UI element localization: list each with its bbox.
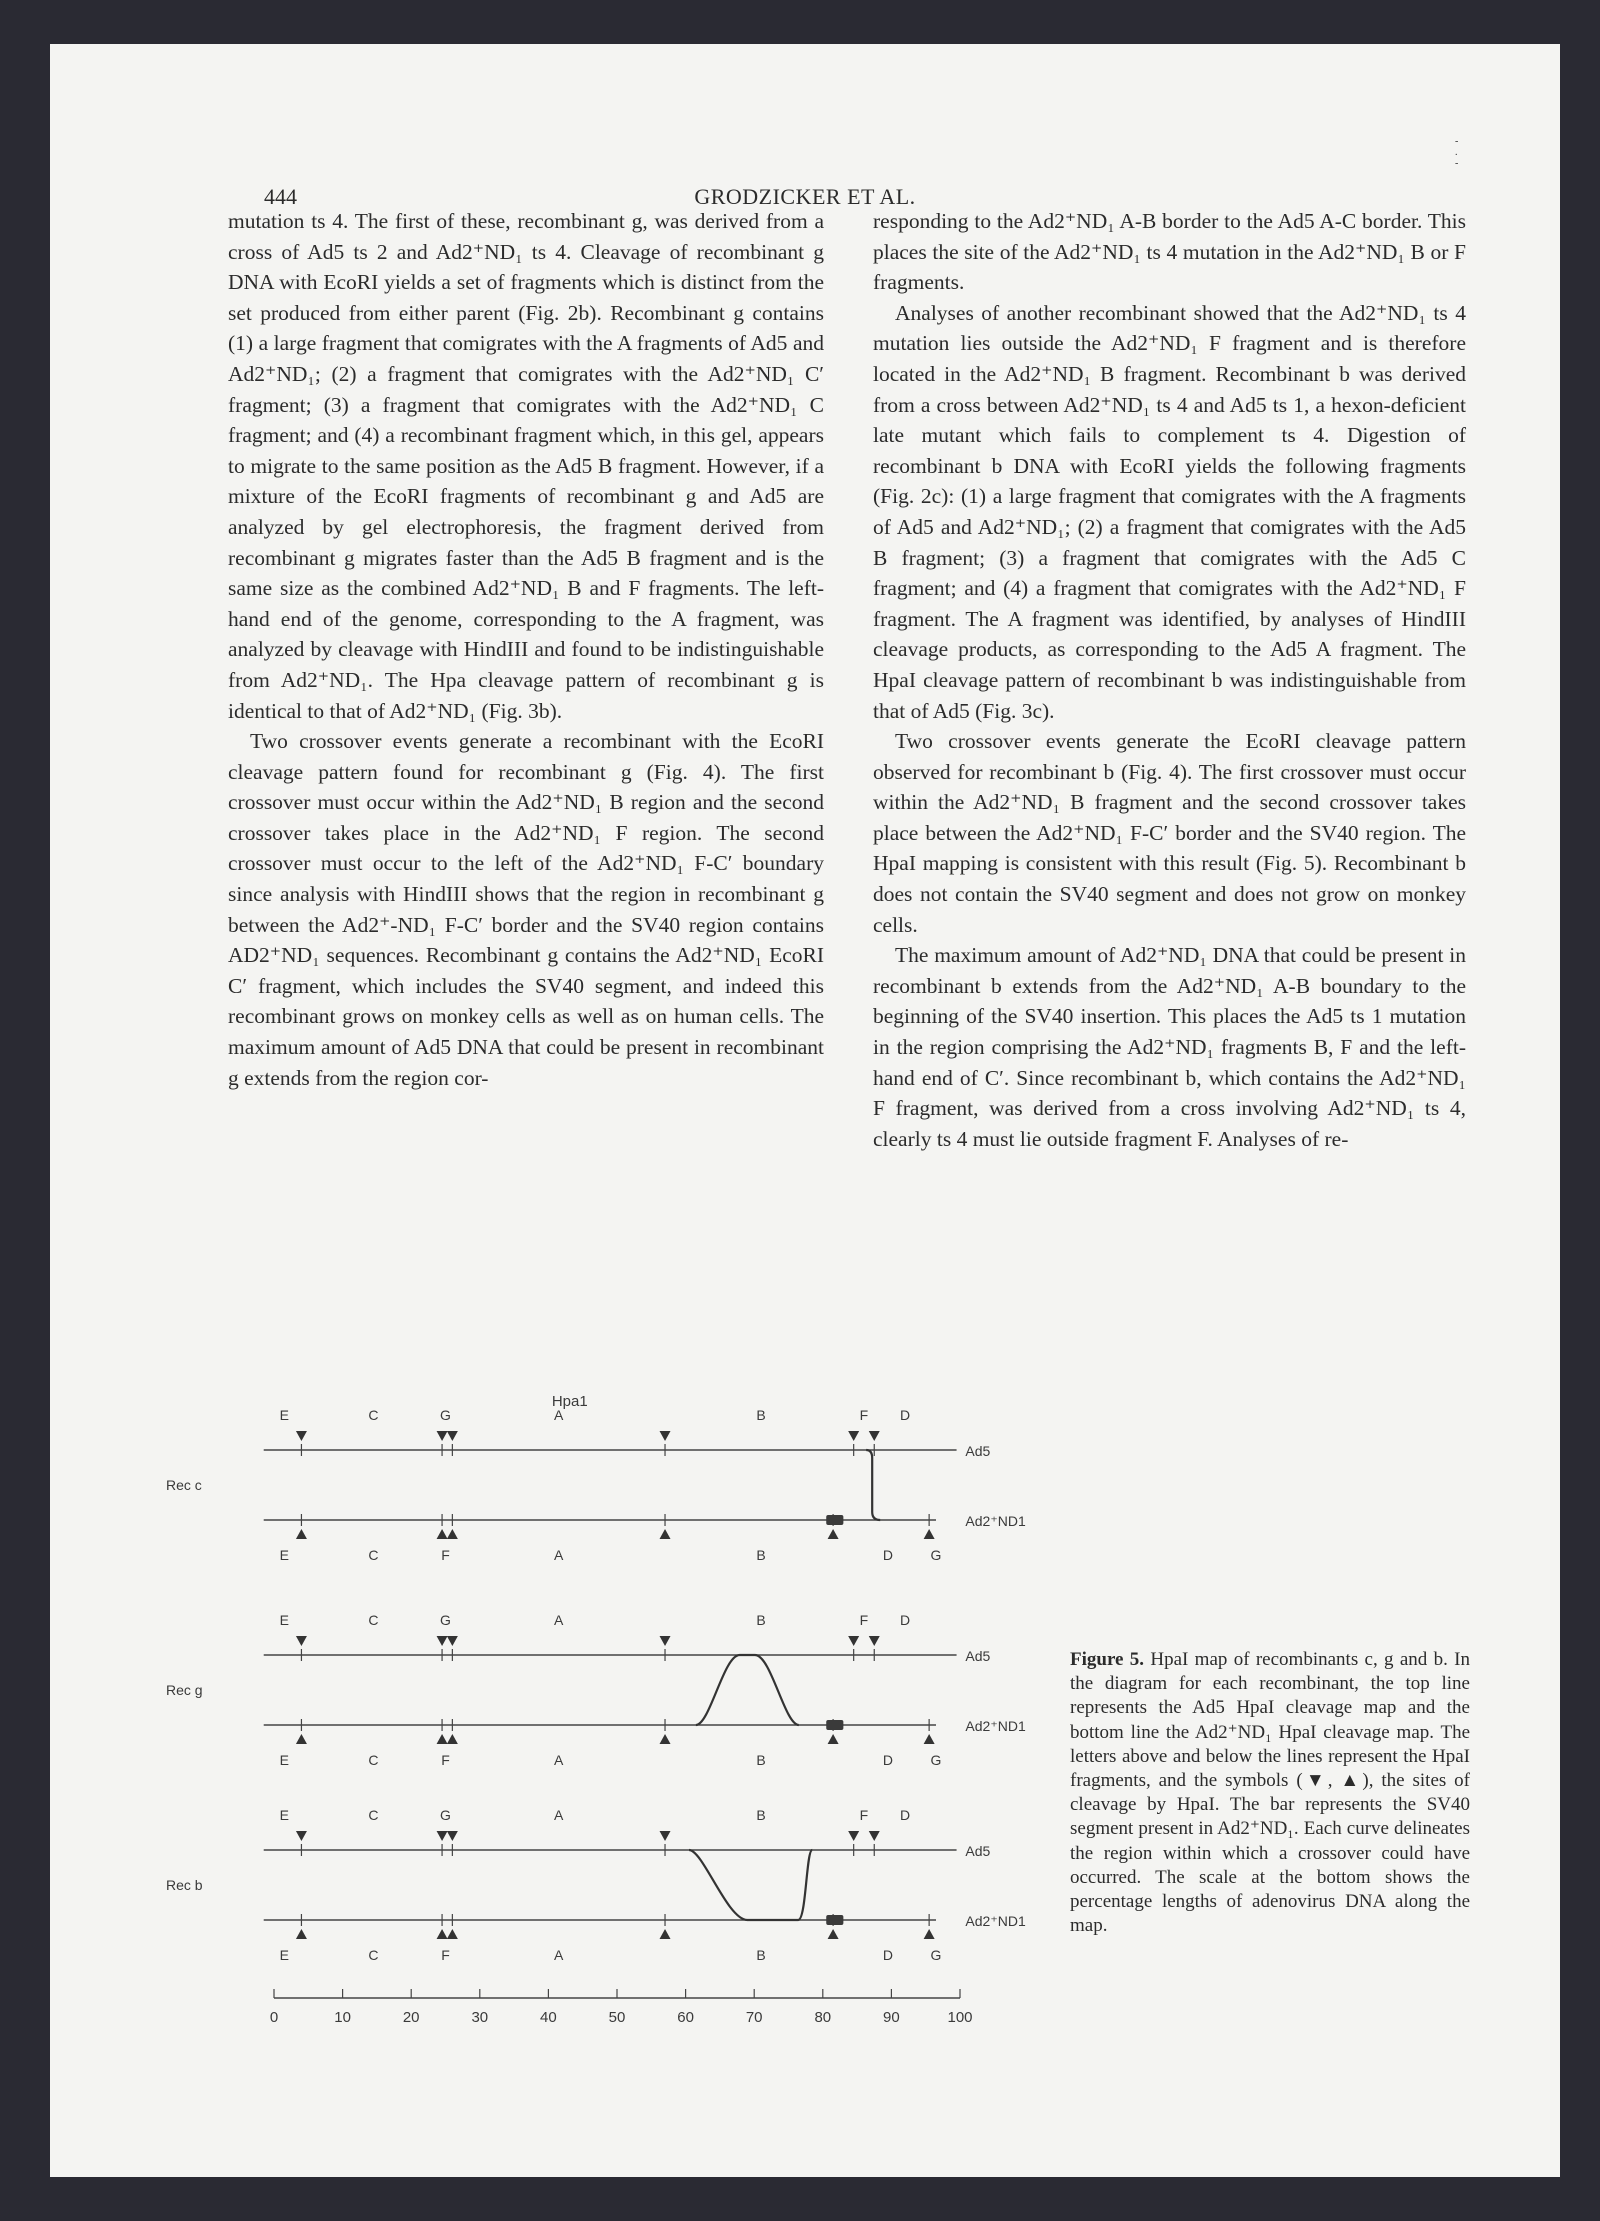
scan-artifact-marks: - . - — [1455, 136, 1499, 169]
sv40-segment-bar — [826, 1720, 843, 1730]
sv40-segment-bar — [826, 1915, 843, 1925]
scale-tick-label: 100 — [947, 2009, 973, 2026]
right-column — [873, 206, 1466, 1154]
svg-text:C: C — [368, 1547, 379, 1563]
svg-text:F: F — [441, 1947, 450, 1963]
cleavage-site-up-triangle-icon — [447, 1929, 458, 1939]
scale-tick-label: 10 — [334, 2009, 351, 2026]
cleavage-site-down-triangle-icon — [869, 1831, 880, 1841]
scale-tick-label: 50 — [608, 2009, 626, 2026]
cleavage-site-up-triangle-icon — [437, 1734, 448, 1744]
cleavage-site-up-triangle-icon — [447, 1529, 458, 1539]
svg-text:G: G — [930, 1752, 942, 1768]
paragraph: mutation ts 4. The first of these, recombinant g, was derived from a cross of Ad5 ts 2 and Ad2⁺ND₁ ts 4. Cleavage of recombinant g DNA with EcoRI yields a set of fragments which is distinct from the set produced from either parent (Fig. 2b). Recombinant g contains (1) a large fragment that comigrates with the A fragments of Ad5 and Ad2⁺ND₁; (2) a fragment that comigrates with the Ad2⁺ND₁ C′ fragment; (3) a fragment that comigrates with the Ad2⁺ND₁ C fragment; and (4) a recombinant fragment which, in this gel, appears to migrate to the same position as the Ad5 B fragment. However, if a mixture of the EcoRI fragments of recombinant g and Ad5 are analyzed by gel electrophoresis, the fragment derived from recombinant g migrates faster than the Ad5 B fragment and is the same size as the combined Ad2⁺ND₁ B and F fragments. The left-hand end of the genome, corresponding to the A fragment, was analyzed by cleavage with HindIII and found to be indistinguishable from Ad2⁺ND₁. The Hpa cleavage pattern of recombinant g is identical to that of Ad2⁺ND₁ (Fig. 3b). — [228, 209, 824, 723]
cleavage-site-down-triangle-icon — [447, 1831, 458, 1841]
scale-tick-label: 90 — [883, 2009, 900, 2026]
cleavage-site-down-triangle-icon — [437, 1636, 448, 1646]
scale-tick-label: 60 — [677, 2009, 694, 2026]
svg-text:A: A — [554, 1547, 564, 1563]
caption-text: HpaI map of recombinants c, g and b. In the diagram for each recombinant, the top line represents the Ad5 HpaI cleavage map and the bottom line the Ad2⁺ND₁ HpaI cleavage map. The letters above and below the lines represent the HpaI fragments, and the symbols (▼, ▲), the sites of cleavage by HpaI. The bar represents the SV40 segment present in Ad2⁺ND₁. Each curve delineates the region within which a crossover could have occurred. The scale at the bottom shows the percentage lengths of adenovirus DNA along the map. — [1070, 1649, 1470, 1937]
crossover-curve — [696, 1655, 799, 1725]
cleavage-site-down-triangle-icon — [660, 1831, 671, 1841]
cleavage-site-up-triangle-icon — [296, 1929, 307, 1939]
scale-tick-label: 80 — [814, 2009, 832, 2026]
hpai-map-diagram — [166, 1385, 1080, 2035]
svg-text:E: E — [279, 1752, 289, 1768]
svg-text:E: E — [279, 1807, 289, 1823]
cleavage-site-down-triangle-icon — [296, 1831, 307, 1841]
svg-text:E: E — [279, 1612, 289, 1628]
svg-text:B: B — [756, 1807, 766, 1823]
cleavage-site-up-triangle-icon — [924, 1734, 935, 1744]
cleavage-site-down-triangle-icon — [869, 1636, 880, 1646]
svg-text:E: E — [279, 1407, 289, 1423]
recombinant-label: Rec g — [166, 1682, 203, 1698]
svg-text:D: D — [900, 1807, 911, 1823]
svg-text:D: D — [882, 1752, 894, 1768]
cleavage-site-down-triangle-icon — [296, 1431, 307, 1441]
enzyme-label: Hpa1 — [551, 1393, 588, 1410]
svg-text:G: G — [440, 1807, 451, 1823]
cleavage-site-up-triangle-icon — [828, 1734, 839, 1744]
svg-text:D: D — [882, 1547, 894, 1563]
cleavage-site-up-triangle-icon — [437, 1929, 448, 1939]
left-column — [228, 206, 824, 1093]
figure-caption — [1070, 1648, 1470, 1938]
recombinant-label: Rec b — [166, 1877, 203, 1893]
cleavage-site-down-triangle-icon — [869, 1431, 880, 1441]
svg-text:C: C — [368, 1407, 379, 1423]
cleavage-site-down-triangle-icon — [848, 1431, 859, 1441]
svg-text:A: A — [554, 1752, 564, 1768]
svg-text:A: A — [554, 1407, 564, 1423]
cleavage-site-up-triangle-icon — [828, 1529, 839, 1539]
svg-text:D: D — [900, 1407, 911, 1423]
svg-text:D: D — [900, 1612, 911, 1628]
cleavage-site-down-triangle-icon — [447, 1431, 458, 1441]
ad5-label: Ad5 — [965, 1843, 991, 1859]
svg-text:G: G — [440, 1407, 451, 1423]
paragraph: Two crossover events generate the EcoRI cleavage pattern observed for recombinant b (Fig. 4). The first crossover must occur within the Ad2⁺ND₁ B fragment and the second crossover takes place between the Ad2⁺ND₁ F-C′ border and the SV40 region. The HpaI mapping is consistent with this result (Fig. 5). Recombinant b does not contain the SV40 segment and does not grow on monkey cells. — [873, 729, 1466, 937]
cleavage-site-down-triangle-icon — [447, 1636, 458, 1646]
paragraph: Two crossover events generate a recombinant with the EcoRI cleavage pattern found for recombinant g (Fig. 4). The first crossover must occur within the Ad2⁺ND₁ B region and the second crossover takes place in the Ad2⁺ND₁ F region. The second crossover must occur to the left of the Ad2⁺ND₁ F-C′ boundary since analysis with HindIII shows that the region in recombinant g between the Ad2⁺-ND₁ F-C′ border and the SV40 region contains AD2⁺ND₁ sequences. Recombinant g contains the Ad2⁺ND₁ EcoRI C′ fragment, which includes the SV40 segment, and indeed this recombinant grows on monkey cells as well as on human cells. The maximum amount of Ad5 DNA that could be present in recombinant g extends from the region cor- — [228, 729, 824, 1090]
cleavage-site-up-triangle-icon — [447, 1734, 458, 1744]
svg-text:C: C — [368, 1612, 379, 1628]
paragraph: responding to the Ad2⁺ND₁ A-B border to the Ad5 A-C border. This places the site of the Ad2⁺ND₁ ts 4 mutation in the Ad2⁺ND₁ B or F fragments. — [873, 209, 1466, 295]
scale-tick-label: 30 — [471, 2009, 489, 2026]
ad5-label: Ad5 — [965, 1648, 991, 1664]
svg-text:A: A — [554, 1612, 564, 1628]
svg-text:F: F — [441, 1752, 450, 1768]
cleavage-site-down-triangle-icon — [437, 1831, 448, 1841]
cleavage-site-up-triangle-icon — [924, 1529, 935, 1539]
svg-text:E: E — [279, 1947, 289, 1963]
svg-text:B: B — [756, 1612, 766, 1628]
figure-label: Figure 5. — [1070, 1649, 1145, 1670]
cleavage-site-up-triangle-icon — [296, 1734, 307, 1744]
svg-text:E: E — [279, 1547, 289, 1563]
recombinant-label: Rec c — [166, 1477, 202, 1493]
svg-text:A: A — [554, 1807, 564, 1823]
cleavage-site-up-triangle-icon — [660, 1734, 671, 1744]
svg-text:B: B — [756, 1752, 766, 1768]
crossover-curve — [689, 1850, 812, 1920]
cleavage-site-up-triangle-icon — [660, 1529, 671, 1539]
cleavage-site-up-triangle-icon — [296, 1529, 307, 1539]
sv40-segment-bar — [826, 1515, 843, 1525]
svg-text:F: F — [859, 1407, 869, 1423]
ad2nd1-label: Ad2⁺ND1 — [965, 1718, 1026, 1734]
paragraph: Analyses of another recombinant showed that the Ad2⁺ND₁ ts 4 mutation lies outside the Ad2⁺ND₁ F fragment and is therefore located in the Ad2⁺ND₁ B fragment. Recombinant b was derived from a cross between Ad2⁺ND₁ ts 4 and Ad5 ts 1, a hexon-deficient late mutant which fails to complement ts 4. Digestion of recombinant b DNA with EcoRI yields the following fragments (Fig. 2c): (1) a large fragment that comigrates with the A fragments of Ad5 and Ad2⁺ND₁; (2) a fragment that comigrates with the Ad5 B fragment; (3) a fragment that comigrates with the Ad5 C fragment; and (4) a fragment that comigrates with the Ad2⁺ND₁ F fragment. The A fragment was identified, by analyses of HindIII cleavage products, as corresponding to the Ad5 A fragment. The HpaI cleavage pattern of recombinant b was indistinguishable from that of Ad5 (Fig. 3c). — [873, 300, 1466, 723]
cleavage-site-down-triangle-icon — [848, 1636, 859, 1646]
paragraph: The maximum amount of Ad2⁺ND₁ DNA that could be present in recombinant b extends from the Ad2⁺ND₁ A-B boundary to the beginning of the SV40 insertion. This places the Ad5 ts 1 mutation in the region comprising the Ad2⁺ND₁ fragments B, F and the left-hand end of C′. Since recombinant b, which contains the Ad2⁺ND₁ F fragment, was derived from a cross involving Ad2⁺ND₁ ts 4, clearly ts 4 must lie outside fragment F. Analyses of re- — [873, 943, 1466, 1151]
svg-text:B: B — [756, 1547, 766, 1563]
cleavage-site-down-triangle-icon — [296, 1636, 307, 1646]
svg-text:B: B — [756, 1407, 766, 1423]
svg-text:D: D — [882, 1947, 894, 1963]
svg-text:C: C — [368, 1807, 379, 1823]
crossover-curve — [866, 1450, 880, 1520]
svg-text:A: A — [554, 1947, 564, 1963]
scale-tick-label: 0 — [269, 2009, 279, 2026]
scale-tick-label: 20 — [402, 2009, 420, 2026]
running-title: GRODZICKER ET AL. — [694, 184, 916, 209]
page-number: 444 — [264, 184, 297, 209]
ad5-label: Ad5 — [965, 1443, 991, 1459]
svg-text:C: C — [368, 1947, 379, 1963]
svg-text:G: G — [930, 1947, 942, 1963]
figure-5-hpai-map — [166, 1385, 1080, 2035]
svg-text:F: F — [441, 1547, 450, 1563]
svg-text:F: F — [859, 1612, 869, 1628]
svg-text:B: B — [756, 1947, 766, 1963]
cleavage-site-down-triangle-icon — [660, 1431, 671, 1441]
svg-text:G: G — [930, 1547, 942, 1563]
ad2nd1-label: Ad2⁺ND1 — [965, 1913, 1026, 1929]
cleavage-site-down-triangle-icon — [848, 1831, 859, 1841]
svg-text:G: G — [440, 1612, 451, 1628]
cleavage-site-up-triangle-icon — [828, 1929, 839, 1939]
cleavage-site-up-triangle-icon — [924, 1929, 935, 1939]
cleavage-site-up-triangle-icon — [660, 1929, 671, 1939]
svg-text:F: F — [859, 1807, 869, 1823]
cleavage-site-down-triangle-icon — [437, 1431, 448, 1441]
ad2nd1-label: Ad2⁺ND1 — [965, 1513, 1026, 1529]
cleavage-site-up-triangle-icon — [437, 1529, 448, 1539]
scale-tick-label: 40 — [540, 2009, 557, 2026]
svg-text:C: C — [368, 1752, 379, 1768]
scale-tick-label: 70 — [745, 2009, 763, 2026]
cleavage-site-down-triangle-icon — [660, 1636, 671, 1646]
